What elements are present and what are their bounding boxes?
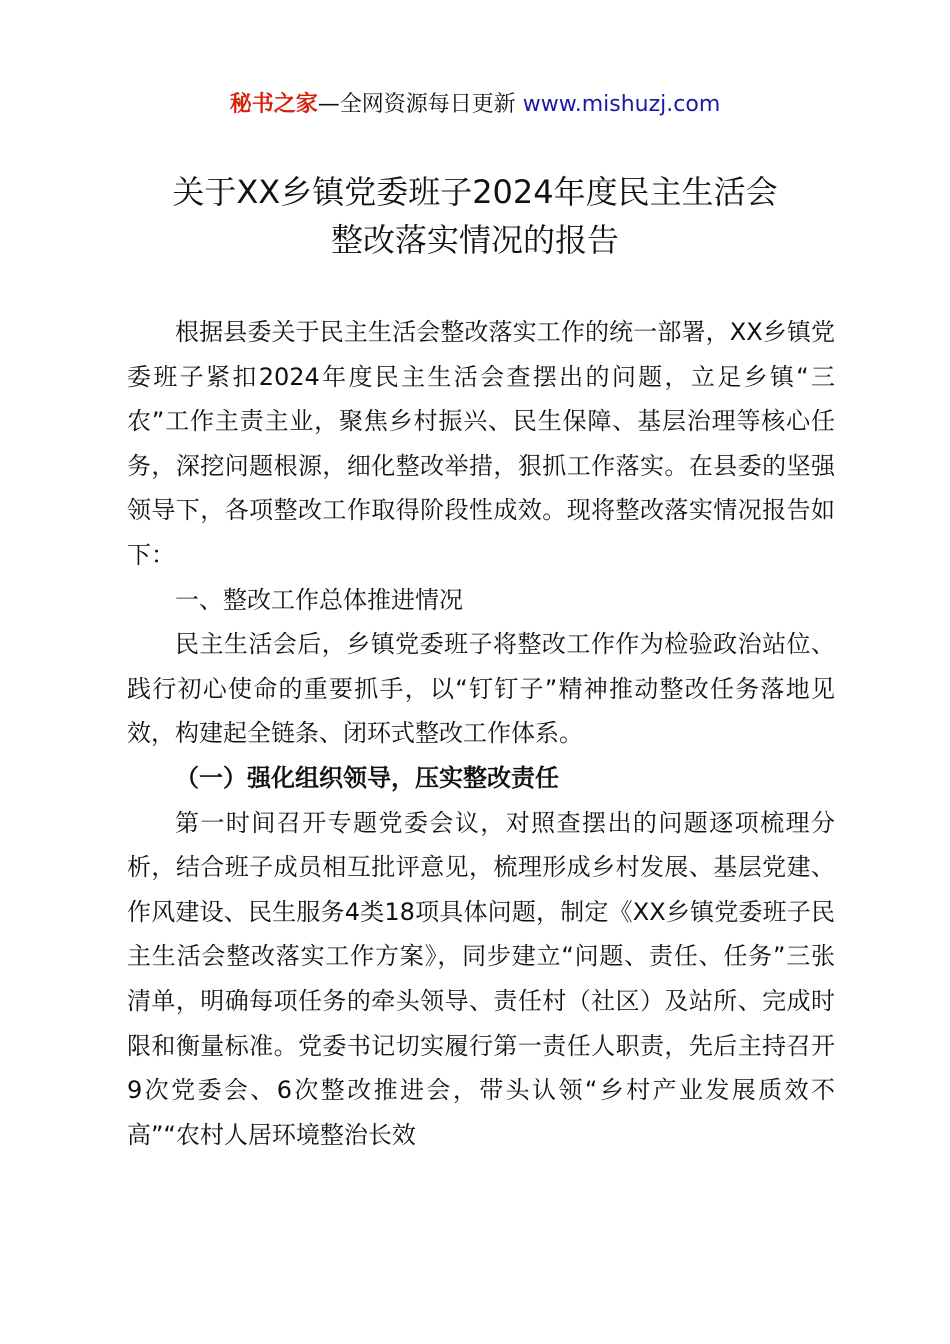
site-header — [0, 88, 950, 122]
brand-name: 秘书之家 — [229, 92, 318, 117]
intro-paragraph: 根据县委关于民主生活会整改落实工作的统一部署，XX乡镇党委班子紧扣2024年度民主生活会查摆出的问题，立足乡镇“三农”工作主责主业，聚焦乡村振兴、民生保障、基层治理等核心任务，深挖问题根源，细化整改举措，狠抓工作落实。在县委的坚强领导下，各项整改工作取得阶段性成效。现将整改落实情况报告如下： — [127, 318, 835, 569]
title-line-1: 关于XX乡镇党委班子2024年度民主生活会 — [172, 173, 778, 211]
body-paragraph: 民主生活会后，乡镇党委班子将整改工作作为检验政治站位、践行初心使命的重要抓手，以“钉钉子”精神推动整改任务落地见效，构建起全链条、闭环式整改工作体系。 — [127, 630, 835, 748]
header-tagline: —全网资源每日更新 — [317, 92, 523, 117]
subsection-heading: （一）强化组织领导，压实整改责任 — [175, 763, 559, 792]
section-heading: 一、整改工作总体推进情况 — [175, 585, 463, 614]
title-line-2: 整改落实情况的报告 — [330, 221, 619, 259]
document-title — [0, 168, 950, 264]
body-paragraph: 第一时间召开专题党委会议，对照查摆出的问题逐项梳理分析，结合班子成员相互批评意见，梳理形成乡村发展、基层党建、作风建设、民生服务4类18项具体问题，制定《XX乡镇党委班子民主生活会整改落实工作方案》，同步建立“问题、责任、任务”三张清单，明确每项任务的牵头领导、责任村（社区）及站所、完成时限和衡量标准。党委书记切实履行第一责任人职责，先后主持召开9次党委会、6次整改推进会，带头认领“乡村产业发展质效不高”“农村人居环境整治长效 — [127, 808, 835, 1149]
site-url-link[interactable]: www.mishuzj.com — [522, 92, 721, 117]
document-body — [127, 310, 835, 1157]
